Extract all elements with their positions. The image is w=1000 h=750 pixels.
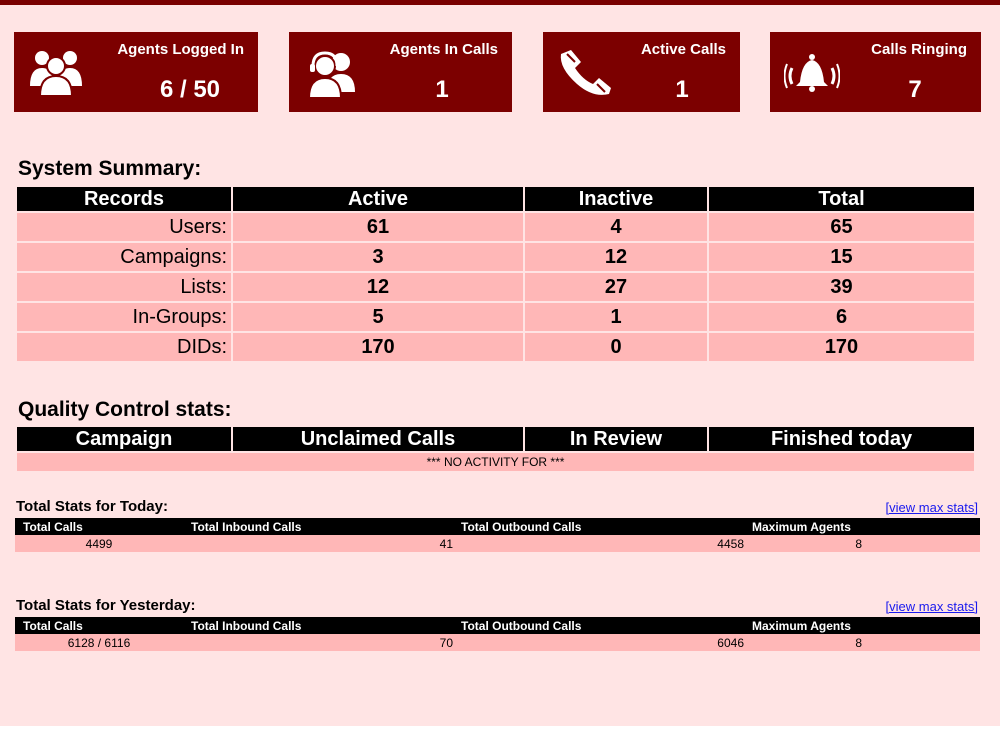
column-header: In Review bbox=[525, 427, 707, 451]
column-header: Total Outbound Calls bbox=[453, 518, 744, 535]
ringing-bell-icon bbox=[784, 48, 840, 100]
active-value: 170 bbox=[233, 333, 523, 361]
table-row bbox=[17, 273, 974, 301]
top-bar bbox=[0, 0, 1000, 5]
inactive-value: 1 bbox=[525, 303, 707, 331]
column-header: Records bbox=[17, 187, 231, 211]
total-value: 6 bbox=[709, 303, 974, 331]
stats-today-title: Total Stats for Today: bbox=[16, 498, 168, 515]
card-title: Agents In Calls bbox=[389, 41, 498, 58]
table-row bbox=[17, 243, 974, 271]
active-value: 61 bbox=[233, 213, 523, 241]
table-row bbox=[17, 333, 974, 361]
total-value: 65 bbox=[709, 213, 974, 241]
row-label: Lists: bbox=[17, 273, 231, 301]
row-label: Campaigns: bbox=[17, 243, 231, 271]
card-agents-logged-in bbox=[14, 32, 258, 112]
card-title: Active Calls bbox=[640, 41, 726, 58]
table-row bbox=[17, 453, 974, 471]
active-value: 5 bbox=[233, 303, 523, 331]
stats-today-table bbox=[15, 518, 980, 552]
active-value: 12 bbox=[233, 273, 523, 301]
card-calls-ringing bbox=[770, 32, 981, 112]
stats-yesterday-table bbox=[15, 617, 980, 651]
column-header: Active bbox=[233, 187, 523, 211]
row-label: Users: bbox=[17, 213, 231, 241]
outbound-calls-value: 4458 bbox=[453, 535, 744, 552]
row-label: In-Groups: bbox=[17, 303, 231, 331]
inbound-calls-value: 70 bbox=[183, 634, 453, 651]
inbound-calls-value: 41 bbox=[183, 535, 453, 552]
active-value: 3 bbox=[233, 243, 523, 271]
system-summary-table bbox=[15, 185, 976, 363]
column-header: Campaign bbox=[17, 427, 231, 451]
agents-headset-icon bbox=[303, 48, 359, 100]
column-header: Maximum Agents bbox=[744, 617, 980, 634]
view-max-stats-link[interactable]: [view max stats] bbox=[885, 500, 978, 515]
card-value: 6 / 50 bbox=[159, 76, 221, 103]
column-header: Total Inbound Calls bbox=[183, 518, 453, 535]
table-header-row bbox=[15, 617, 980, 634]
column-header: Unclaimed Calls bbox=[233, 427, 523, 451]
outbound-calls-value: 6046 bbox=[453, 634, 744, 651]
system-summary-title: System Summary: bbox=[18, 157, 202, 180]
column-header: Total Calls bbox=[15, 617, 183, 634]
card-agents-in-calls bbox=[289, 32, 512, 112]
quality-control-table bbox=[15, 425, 976, 473]
table-row bbox=[15, 634, 980, 651]
table-header-row bbox=[15, 518, 980, 535]
card-value: 1 bbox=[435, 76, 449, 103]
inactive-value: 4 bbox=[525, 213, 707, 241]
inactive-value: 12 bbox=[525, 243, 707, 271]
card-active-calls bbox=[543, 32, 740, 112]
total-value: 170 bbox=[709, 333, 974, 361]
row-label: DIDs: bbox=[17, 333, 231, 361]
total-calls-value: 6128 / 6116 bbox=[15, 634, 183, 651]
stats-yesterday-title: Total Stats for Yesterday: bbox=[16, 597, 196, 614]
table-row bbox=[17, 213, 974, 241]
card-title: Calls Ringing bbox=[871, 41, 967, 58]
max-agents-value: 8 bbox=[744, 634, 980, 651]
agents-group-icon bbox=[28, 48, 84, 100]
table-header-row bbox=[17, 427, 974, 451]
table-row bbox=[17, 303, 974, 331]
card-value: 1 bbox=[675, 76, 689, 103]
column-header: Total Calls bbox=[15, 518, 183, 535]
card-title: Agents Logged In bbox=[117, 41, 244, 58]
table-header-row bbox=[17, 187, 974, 211]
quality-control-title: Quality Control stats: bbox=[18, 398, 232, 421]
table-row bbox=[15, 535, 980, 552]
no-activity-message: *** NO ACTIVITY FOR *** bbox=[17, 453, 974, 471]
column-header: Inactive bbox=[525, 187, 707, 211]
view-max-stats-link[interactable]: [view max stats] bbox=[885, 599, 978, 614]
max-agents-value: 8 bbox=[744, 535, 980, 552]
card-value: 7 bbox=[908, 76, 922, 103]
total-value: 15 bbox=[709, 243, 974, 271]
total-calls-value: 4499 bbox=[15, 535, 183, 552]
phone-handset-icon bbox=[557, 48, 613, 100]
total-value: 39 bbox=[709, 273, 974, 301]
column-header: Total Outbound Calls bbox=[453, 617, 744, 634]
column-header: Finished today bbox=[709, 427, 974, 451]
column-header: Total Inbound Calls bbox=[183, 617, 453, 634]
inactive-value: 27 bbox=[525, 273, 707, 301]
column-header: Maximum Agents bbox=[744, 518, 980, 535]
inactive-value: 0 bbox=[525, 333, 707, 361]
column-header: Total bbox=[709, 187, 974, 211]
